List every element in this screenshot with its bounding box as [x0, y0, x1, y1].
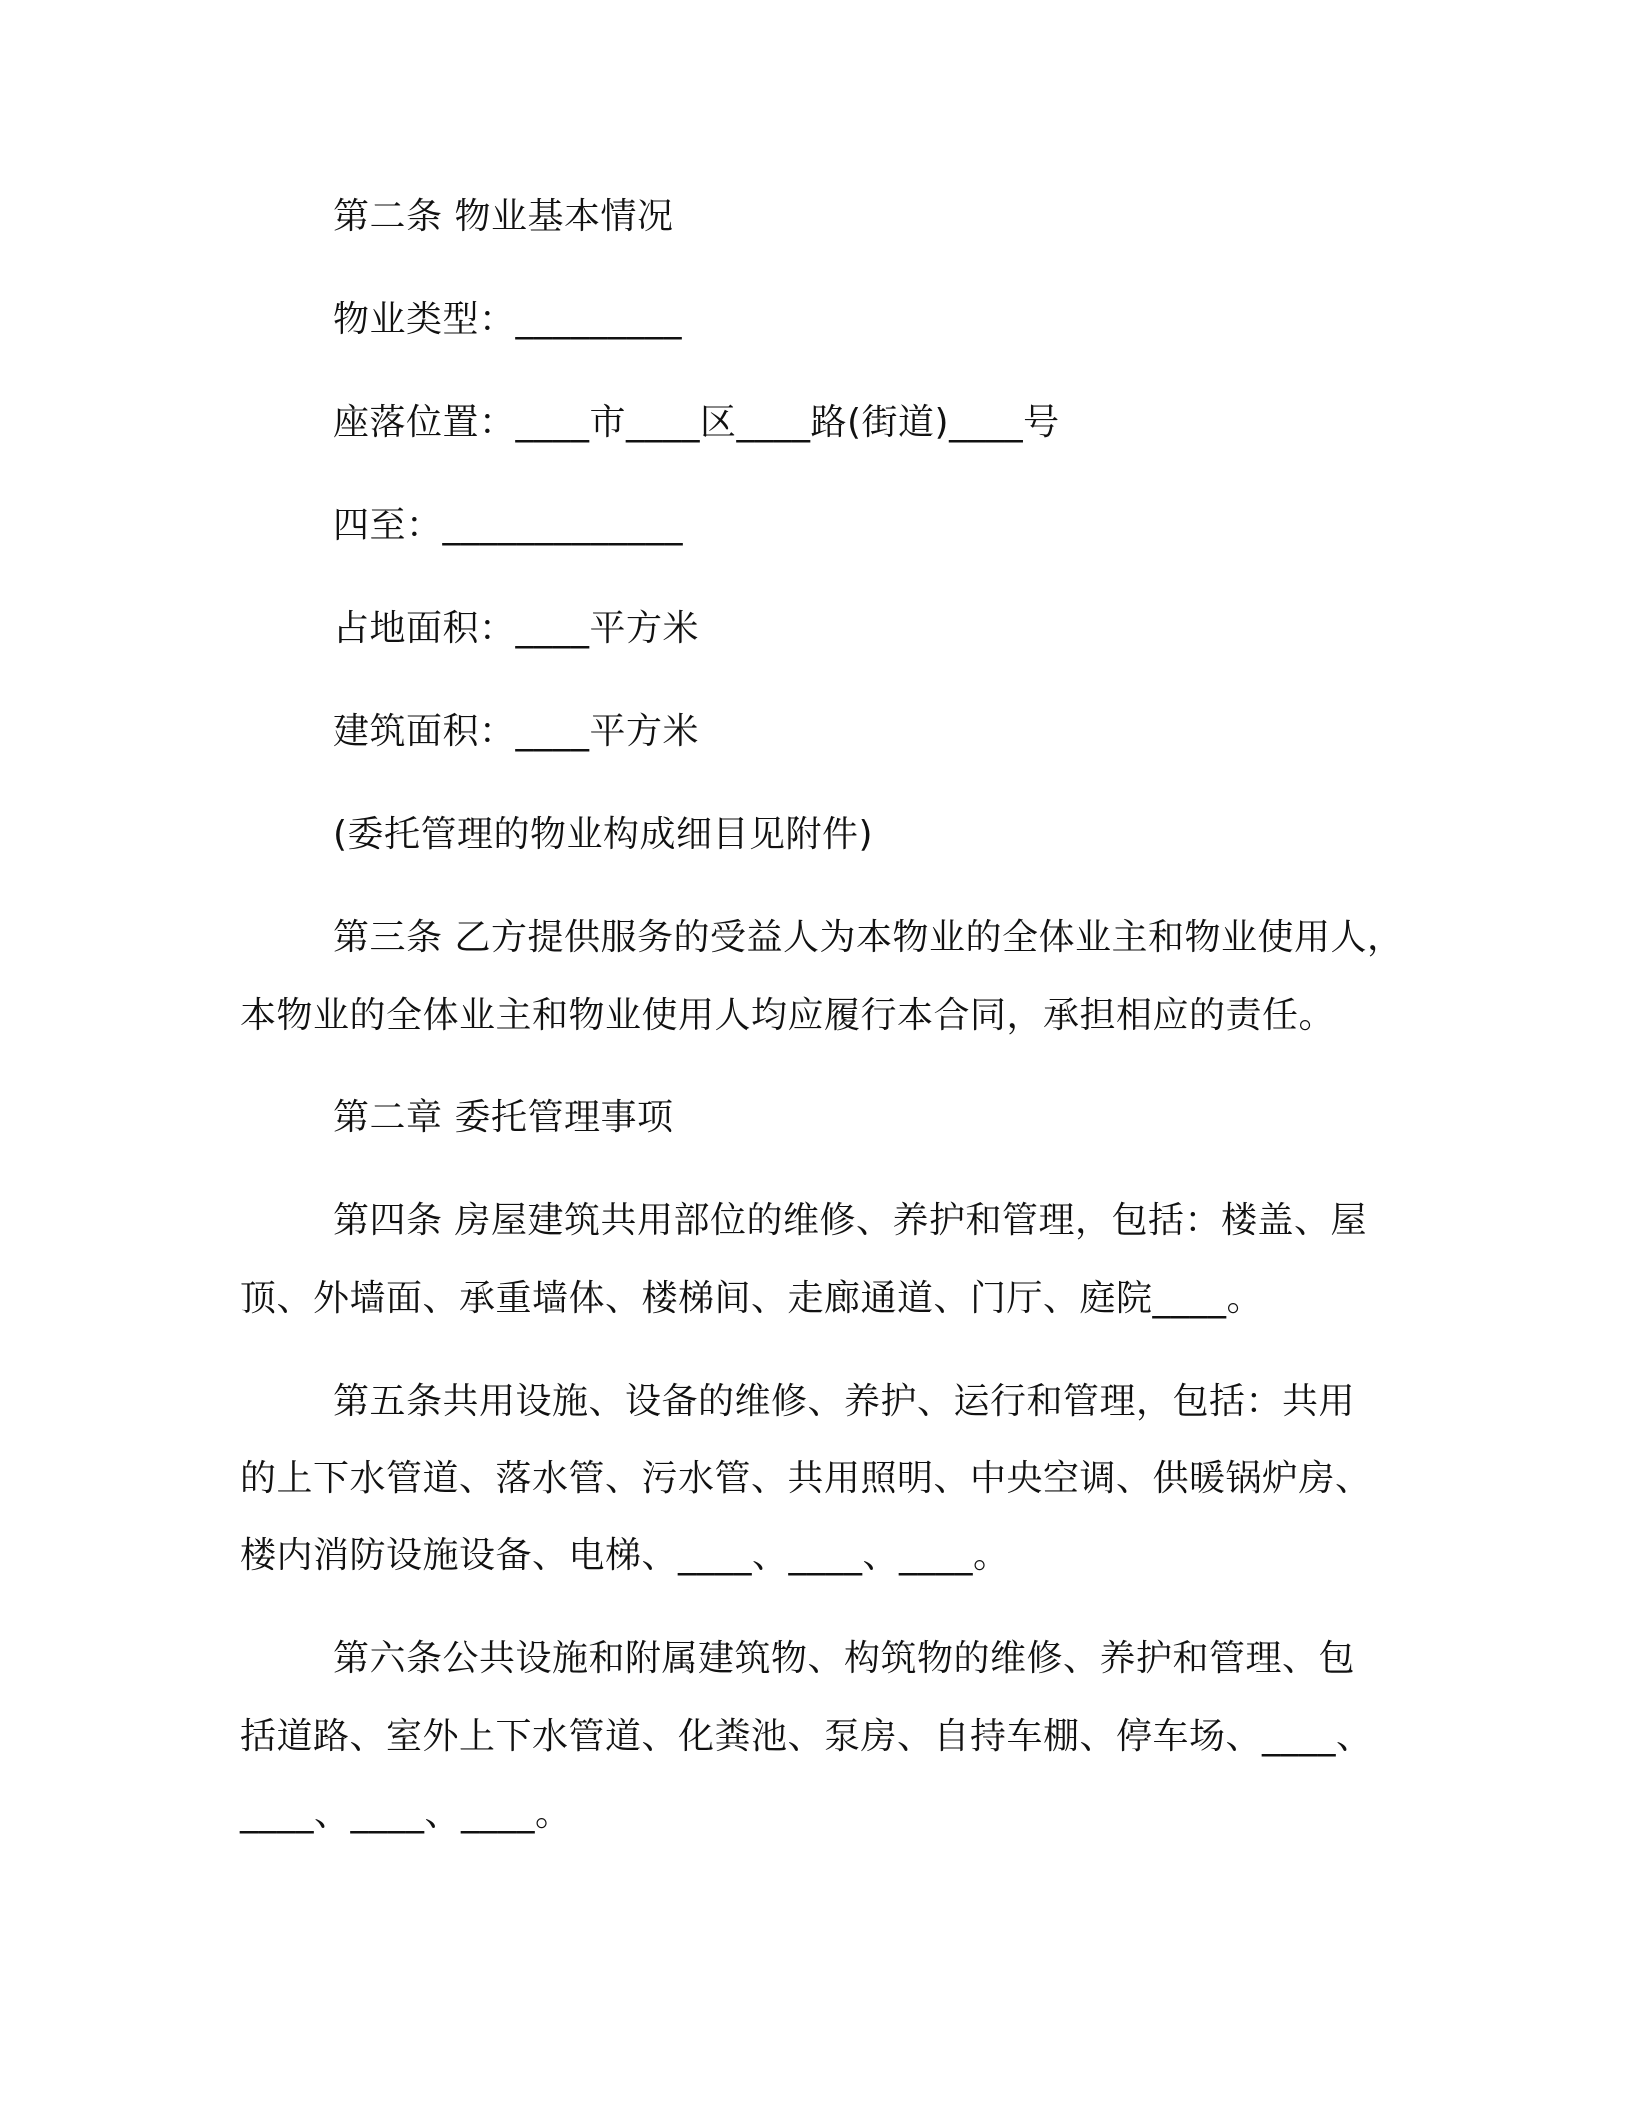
- article-5-line-3: 楼内消防设施设备、电梯、____、____、____。: [240, 1535, 1010, 1576]
- property-type-line: 物业类型：_________: [333, 299, 683, 340]
- article-6-line-3: ____、____、____。: [240, 1793, 572, 1834]
- article-4-line-1: 第四条 房屋建筑共用部位的维修、养护和管理，包括：楼盖、屋: [333, 1200, 1367, 1241]
- article-5-line-1: 第五条共用设施、设备的维修、养护、运行和管理，包括：共用: [333, 1381, 1356, 1422]
- article-5-line-2: 的上下水管道、落水管、污水管、共用照明、中央空调、供暖锅炉房、: [240, 1458, 1372, 1499]
- article-3-line-2: 本物业的全体业主和物业使用人均应履行本合同，承担相应的责任。: [240, 995, 1336, 1036]
- boundaries-line: 四至：_____________: [333, 505, 684, 546]
- article-2-title: 第二条 物业基本情况: [333, 196, 674, 237]
- land-area-line: 占地面积：____平方米: [333, 608, 700, 649]
- attachment-note: (委托管理的物业构成细目见附件): [333, 814, 874, 855]
- chapter-2-title: 第二章 委托管理事项: [333, 1097, 674, 1138]
- article-3-line-1: 第三条 乙方提供服务的受益人为本物业的全体业主和物业使用人，: [333, 917, 1404, 958]
- building-area-line: 建筑面积：____平方米: [333, 711, 700, 752]
- article-6-line-1: 第六条公共设施和附属建筑物、构筑物的维修、养护和管理、包: [333, 1638, 1356, 1679]
- article-4-line-2: 顶、外墙面、承重墙体、楼梯间、走廊通道、门厅、庭院____。: [240, 1278, 1264, 1319]
- location-line: 座落位置：____市____区____路(街道)____号: [333, 402, 1060, 443]
- article-6-line-2: 括道路、室外上下水管道、化粪池、泵房、自持车棚、停车场、____、: [240, 1716, 1373, 1757]
